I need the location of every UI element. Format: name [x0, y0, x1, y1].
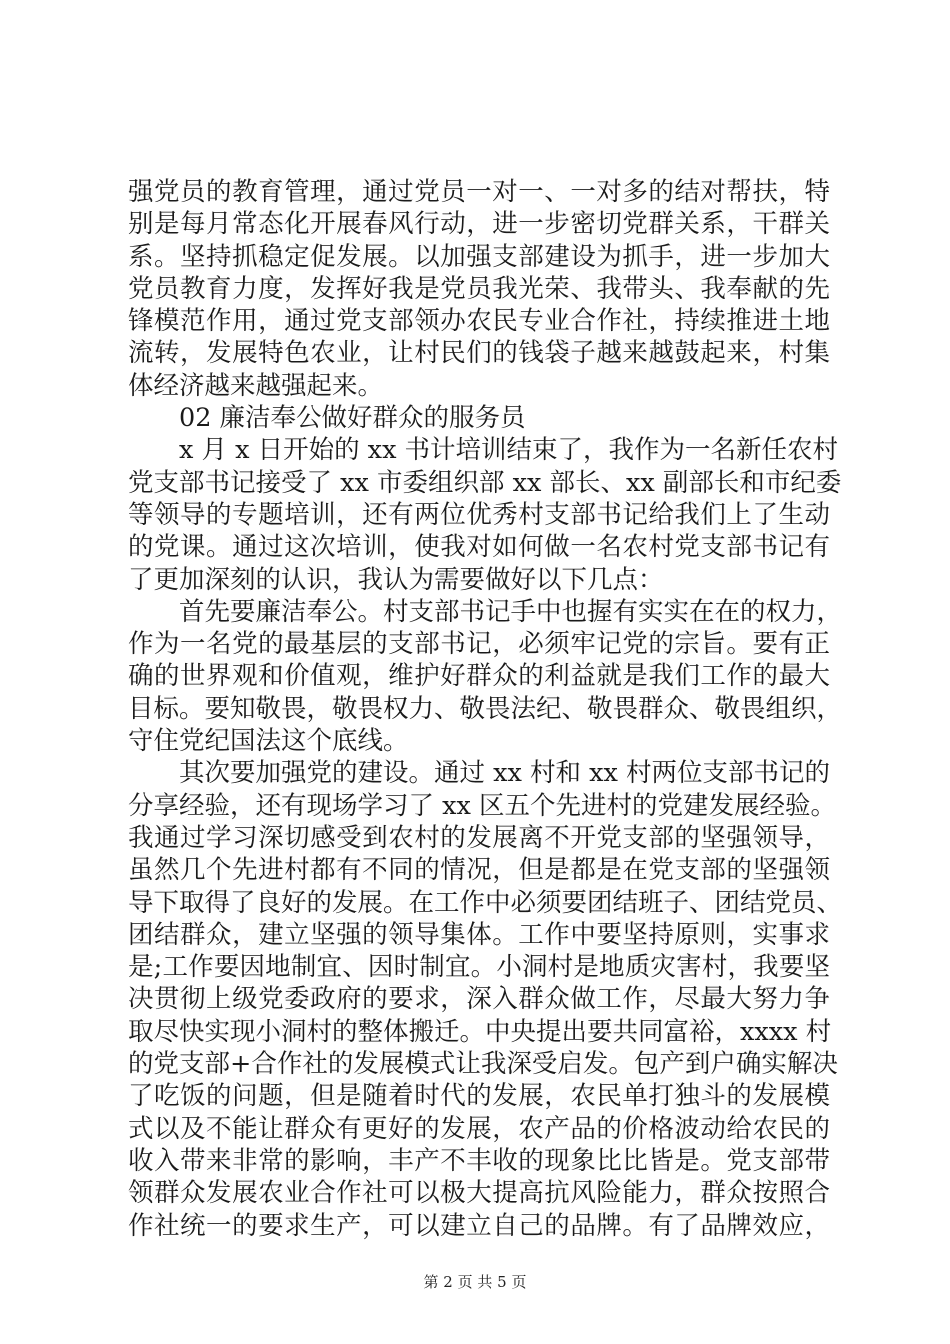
section-heading: 02 廉洁奉公做好群众的服务员 [179, 403, 526, 434]
text-line: 是;工作要因地制宜、因时制宜。小洞村是地质灾害村，我要坚 [128, 952, 830, 983]
text-line: 别是每月常态化开展春风行动，进一步密切党群关系，干群关 [128, 209, 830, 240]
text-line: 流转，发展特色农业，让村民们的钱袋子越来越鼓起来，村集 [128, 338, 830, 369]
text-line: 目标。要知敬畏，敬畏权力、敬畏法纪、敬畏群众、敬畏组织， [128, 693, 843, 724]
text-line: 我通过学习深切感受到农村的发展离不开党支部的坚强领导， [128, 822, 830, 853]
document-body [128, 176, 843, 1242]
text-line: 党支部书记接受了 xx 市委组织部 xx 部长、xx 副部长和市纪委 [128, 467, 842, 498]
text-line: 了吃饭的问题，但是随着时代的发展，农民单打独斗的发展模 [128, 1081, 830, 1112]
text-line: 导下取得了良好的发展。在工作中必须要团结班子、团结党员、 [128, 887, 843, 918]
text-line: 确的世界观和价值观，维护好群众的利益就是我们工作的最大 [128, 661, 830, 692]
text-line: 党员教育力度，发挥好我是党员我光荣、我带头、我奉献的先 [128, 273, 830, 304]
text-line: 取尽快实现小洞村的整体搬迁。中央提出要共同富裕，xxxx 村 [128, 1016, 832, 1047]
text-line: 作社统一的要求生产，可以建立自己的品牌。有了品牌效应， [128, 1210, 830, 1241]
text-line: 式以及不能让群众有更好的发展，农产品的价格波动给农民的 [128, 1113, 830, 1144]
text-line: 收入带来非常的影响，丰产不丰收的现象比比皆是。党支部带 [128, 1145, 830, 1176]
text-line: 决贯彻上级党委政府的要求，深入群众做工作，尽最大努力争 [128, 984, 830, 1015]
text-line: 其次要加强党的建设。通过 xx 村和 xx 村两位支部书记的 [179, 758, 830, 789]
text-line: 了更加深刻的认识，我认为需要做好以下几点： [128, 564, 664, 595]
text-line: 等领导的专题培训，还有两位优秀村支部书记给我们上了生动 [128, 499, 830, 530]
text-line: 的党课。通过这次培训，使我对如何做一名农村党支部书记有 [128, 532, 830, 563]
text-line: 分享经验，还有现场学习了 xx 区五个先进村的党建发展经验。 [128, 790, 836, 821]
text-line: 的党支部+合作社的发展模式让我深受启发。包产到户确实解决 [128, 1049, 838, 1080]
text-line: 锋模范作用，通过党支部领办农民专业合作社，持续推进土地 [128, 306, 830, 337]
text-line: 强党员的教育管理，通过党员一对一、一对多的结对帮扶，特 [128, 177, 830, 207]
page-number-footer: 第 2 页 共 5 页 [423, 1273, 527, 1291]
text-line: 系。坚持抓稳定促发展。以加强支部建设为抓手，进一步加大 [128, 241, 830, 272]
text-line: 虽然几个先进村都有不同的情况，但是都是在党支部的坚强领 [128, 855, 830, 886]
text-line: 首先要廉洁奉公。村支部书记手中也握有实实在在的权力， [179, 596, 843, 627]
text-line: 作为一名党的最基层的支部书记，必须牢记党的宗旨。要有正 [128, 629, 830, 660]
text-line: 体经济越来越强起来。 [128, 370, 384, 401]
text-line: 团结群众，建立坚强的领导集体。工作中要坚持原则，实事求 [128, 919, 830, 950]
text-line: 领群众发展农业合作社可以极大提高抗风险能力，群众按照合 [128, 1178, 830, 1209]
text-line: x 月 x 日开始的 xx 书计培训结束了，我作为一名新任农村 [179, 435, 839, 466]
text-line: 守住党纪国法这个底线。 [128, 726, 409, 757]
